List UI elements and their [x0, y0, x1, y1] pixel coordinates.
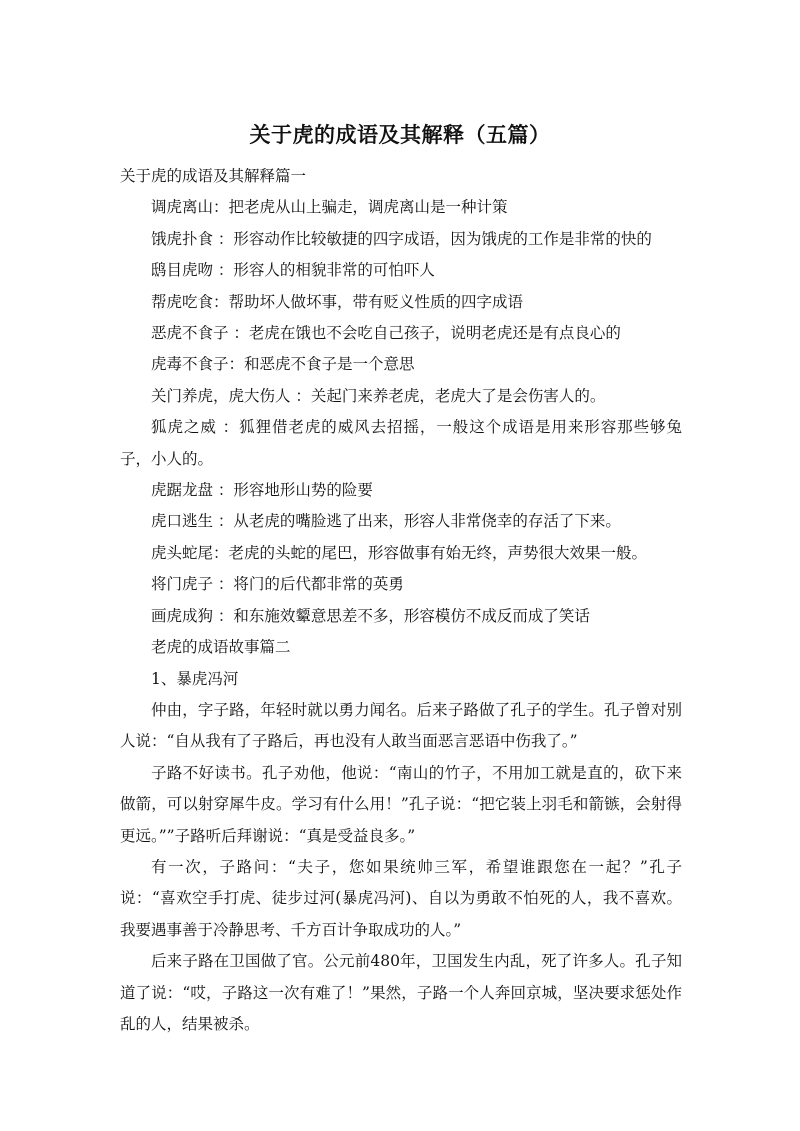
idiom-entry: 虎踞龙盘 ：形容地形山势的险要: [151, 481, 373, 500]
idiom-entry: 调虎离山：把老虎从山上骗走，调虎离山是一种计策: [151, 198, 508, 217]
idiom-entry: 恶虎不食子 ：老虎在饿也不会吃自己孩子，说明老虎还是有点良心的: [151, 324, 621, 343]
story-paragraph: 后来子路在卫国做了官。公元前480年，卫国发生内乱，死了许多人。孔子知道了说：“哎，子路这一次有难了！”果然，子路一个人奔回京城，坚决要求惩处作乱的人，结果被杀。: [120, 952, 682, 1033]
idiom-entry: 狐虎之威 ：狐狸借老虎的威风去招摇，一般这个成语是用来形容那些够兔子，小人的。: [120, 418, 682, 468]
document-title: 关于虎的成语及其解释（五篇）: [249, 123, 551, 147]
document-body: [120, 161, 682, 1040]
section-heading-1: 关于虎的成语及其解释篇一: [120, 167, 307, 185]
idiom-entry: 将门虎子 ：将门的后代都非常的英勇: [151, 575, 404, 594]
idiom-entry: 虎口逃生 ：从老虎的嘴脸逃了出来，形容人非常侥幸的存活了下来。: [151, 512, 621, 531]
idiom-entry: 虎毒不食子：和恶虎不食子是一个意思: [151, 355, 415, 374]
story-title: 1、暴虎冯河: [151, 669, 239, 688]
story-paragraph: 子路不好读书。孔子劝他，他说：“南山的竹子，不用加工就是直的，砍下来做箭，可以射穿犀牛皮。学习有什么用！”孔子说：“把它装上羽毛和箭镞，会射得更远。””子路听后拜谢说：“真是受益良多。”: [120, 763, 682, 845]
idiom-entry: 关门养虎，虎大伤人 ：关起门来养老虎，老虎大了是会伤害人的。: [151, 386, 606, 405]
idiom-entry: 饿虎扑食 ：形容动作比较敏捷的四字成语，因为饿虎的工作是非常的快的: [151, 229, 652, 248]
idiom-entry: 帮虎吃食：帮助坏人做坏事，带有贬义性质的四字成语: [151, 292, 524, 311]
idiom-entry: 画虎成狗 ：和东施效颦意思差不多，形容模仿不成反而成了笑话: [151, 606, 590, 625]
idiom-entry: 鸱目虎吻 ：形容人的相貌非常的可怕吓人: [151, 261, 435, 280]
story-paragraph: 有一次，子路问：“夫子，您如果统帅三军，希望谁跟您在一起？”孔子说：“喜欢空手打虎、徒步过河(暴虎冯河)、自以为勇敢不怕死的人，我不喜欢。我要遇事善于冷静思考、千方百计争取成功的人。”: [120, 857, 682, 939]
story-paragraph: 仲由，字子路，年轻时就以勇力闻名。后来子路做了孔子的学生。孔子曾对别人说：“自从我有了子路后，再也没有人敢当面恶言恶语中伤我了。”: [120, 700, 682, 751]
idiom-entry: 虎头蛇尾：老虎的头蛇的尾巴，形容做事有始无终，声势很大效果一般。: [151, 543, 648, 562]
section-heading-2: 老虎的成语故事篇二: [151, 638, 291, 657]
